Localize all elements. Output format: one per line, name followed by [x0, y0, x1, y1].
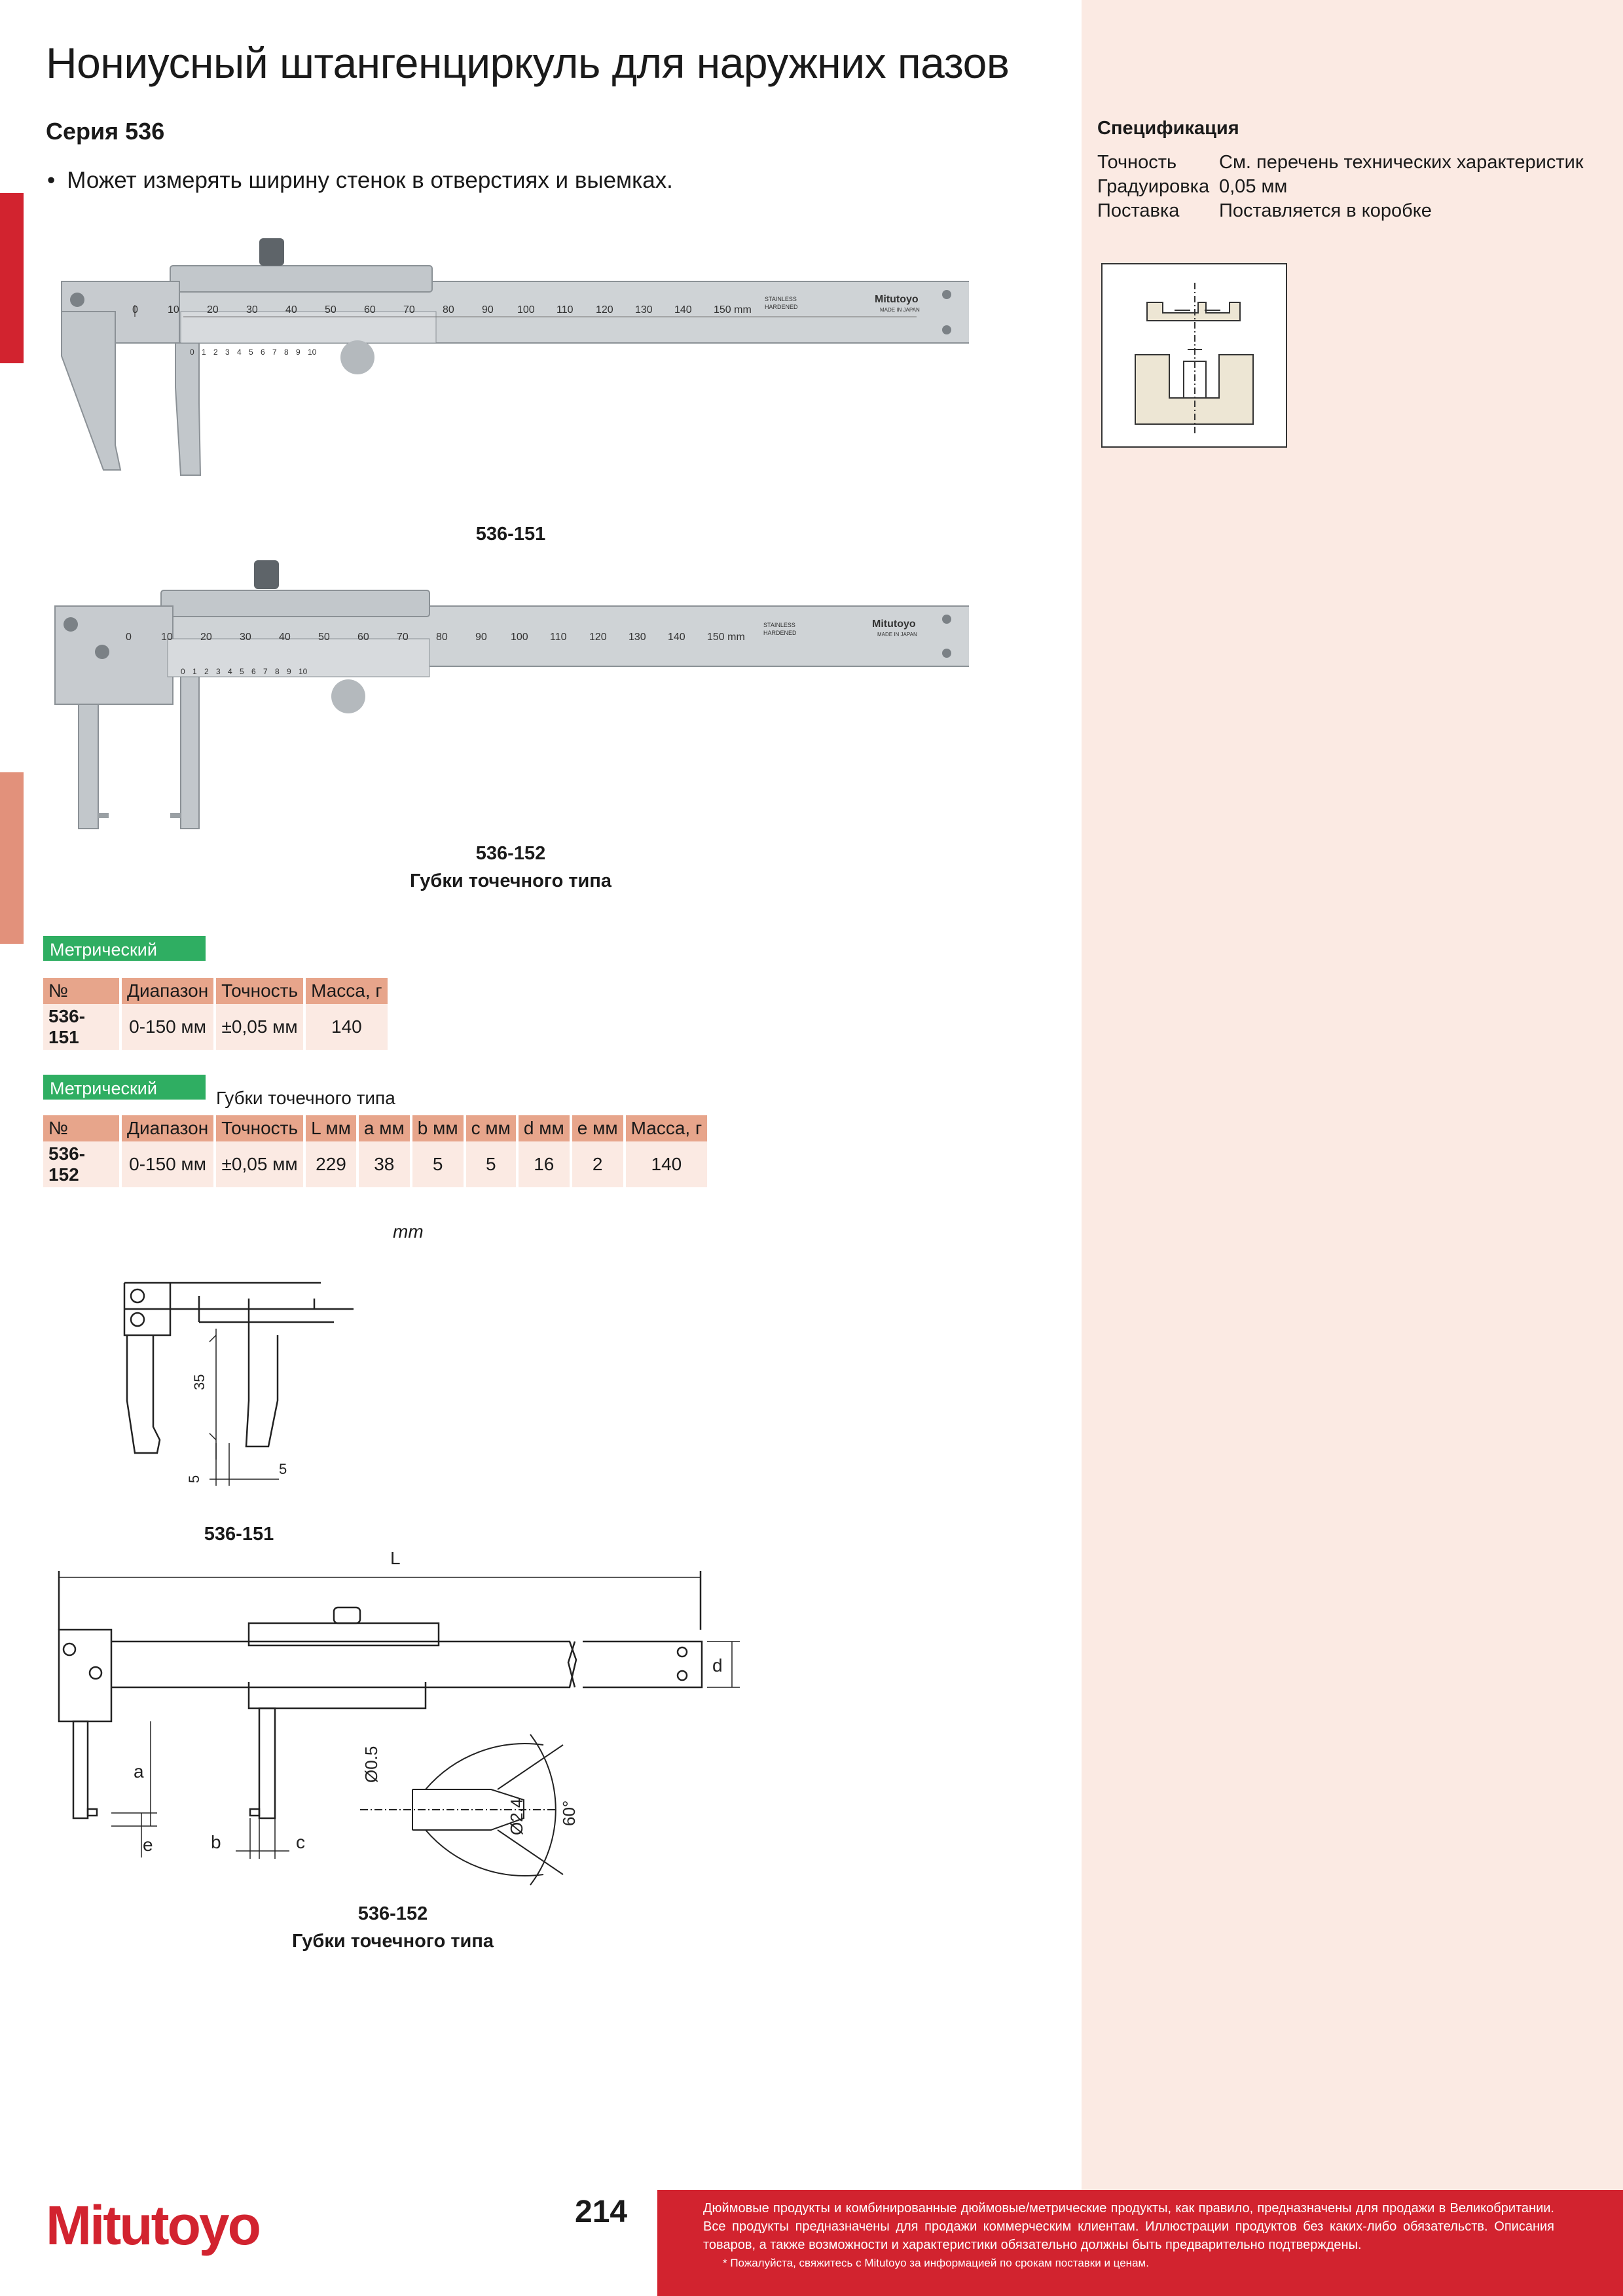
dim-tip-d2: Ø2.4 [507, 1798, 526, 1835]
svg-text:9: 9 [296, 348, 301, 357]
dim-a: a [134, 1761, 144, 1782]
table-row [43, 1141, 707, 1187]
svg-text:70: 70 [403, 304, 415, 315]
svg-text:100: 100 [511, 632, 528, 643]
measurement-schematic [1101, 263, 1287, 448]
svg-text:80: 80 [443, 304, 454, 315]
table-header-row [43, 1115, 707, 1141]
svg-text:80: 80 [436, 632, 448, 643]
svg-text:50: 50 [318, 632, 330, 643]
unit-label: mm [393, 1221, 424, 1242]
svg-text:130: 130 [629, 632, 646, 643]
svg-text:5: 5 [249, 348, 253, 357]
svg-text:10: 10 [161, 632, 173, 643]
svg-text:130: 130 [635, 304, 653, 315]
spec-row [1097, 200, 1584, 224]
made-in-label: MADE IN JAPAN [880, 307, 920, 313]
svg-text:3: 3 [225, 348, 230, 357]
svg-text:20: 20 [207, 304, 219, 315]
svg-text:120: 120 [596, 304, 613, 315]
svg-text:120: 120 [589, 632, 607, 643]
svg-text:60: 60 [364, 304, 376, 315]
col-header: Масса, г [626, 1115, 708, 1141]
col-header: b мм [412, 1115, 464, 1141]
spec-table [1097, 152, 1584, 224]
svg-text:0: 0 [132, 304, 138, 315]
cell: 16 [519, 1141, 570, 1187]
spec-label: Градуировка [1097, 176, 1210, 197]
cell: 536-152 [43, 1141, 119, 1187]
drawing-536-152 [46, 1545, 766, 1911]
col-header: № [43, 1115, 119, 1141]
svg-text:140: 140 [668, 632, 685, 643]
metric-badge: Метрический [43, 936, 206, 961]
photo-caption-536-152: 536-152 [475, 843, 546, 864]
svg-text:1: 1 [192, 667, 197, 676]
cell: 5 [466, 1141, 516, 1187]
metric-badge: Метрический [43, 1075, 206, 1100]
cell: 229 [306, 1141, 356, 1187]
cell: 38 [359, 1141, 410, 1187]
cell: 140 [626, 1141, 708, 1187]
svg-text:10: 10 [299, 667, 308, 676]
svg-text:10: 10 [168, 304, 179, 315]
svg-text:30: 30 [246, 304, 258, 315]
svg-text:1: 1 [202, 348, 206, 357]
col-header: d мм [519, 1115, 570, 1141]
dim-tip-d1: Ø0.5 [361, 1746, 381, 1783]
cell: 2 [572, 1141, 623, 1187]
svg-text:90: 90 [475, 632, 487, 643]
table-note: Губки точечного типа [216, 1088, 395, 1108]
cell: ±0,05 мм [216, 1004, 303, 1050]
photo-caption-536-151: 536-151 [475, 524, 546, 545]
material-line-2: HARDENED [763, 630, 797, 636]
svg-text:110: 110 [556, 304, 574, 315]
svg-text:9: 9 [287, 667, 291, 676]
material-line-2: HARDENED [765, 304, 798, 310]
svg-text:2: 2 [204, 667, 209, 676]
col-header: Точность [216, 1115, 303, 1141]
svg-text:150 mm: 150 mm [714, 304, 752, 315]
svg-text:0: 0 [190, 348, 194, 357]
table-header-row [43, 978, 388, 1004]
svg-text:50: 50 [325, 304, 337, 315]
svg-text:4: 4 [237, 348, 242, 357]
dim-35: 35 [191, 1374, 208, 1390]
spec-heading: Спецификация [1097, 118, 1239, 139]
col-header: Точность [216, 978, 303, 1004]
svg-text:6: 6 [261, 348, 265, 357]
svg-text:40: 40 [279, 632, 291, 643]
vernier-numbers [190, 348, 317, 357]
svg-text:100: 100 [517, 304, 535, 315]
svg-text:20: 20 [200, 632, 212, 643]
spec-label: Точность [1097, 152, 1177, 173]
drawing-subcaption-536-152: Губки точечного типа [291, 1931, 494, 1952]
col-header: a мм [359, 1115, 410, 1141]
col-header: c мм [466, 1115, 516, 1141]
material-line-1: STAINLESS [765, 296, 797, 302]
brand-logo-small: Mitutoyo [872, 619, 916, 630]
photo-subcaption-536-152: Губки точечного типа [409, 870, 612, 891]
page-title: Нониусный штангенциркуль для наружних пазов [46, 39, 1010, 87]
caliper-photo-536-152 [52, 554, 969, 835]
svg-text:7: 7 [272, 348, 277, 357]
svg-text:0: 0 [126, 632, 132, 643]
spec-table-536-151 [41, 978, 390, 1050]
section-tab-pink [0, 772, 24, 944]
page-number: 214 [575, 2195, 628, 2229]
footer-note: * Пожалуйста, свяжитесь с Mitutoyo за информацией по срокам поставки и ценам. [723, 2257, 1149, 2269]
made-in-label: MADE IN JAPAN [877, 632, 917, 637]
col-header: № [43, 978, 119, 1004]
svg-text:140: 140 [674, 304, 692, 315]
svg-text:90: 90 [482, 304, 494, 315]
spec-value: 0,05 мм [1219, 176, 1288, 197]
cell: 0-150 мм [122, 1141, 213, 1187]
col-header: L мм [306, 1115, 356, 1141]
svg-text:70: 70 [397, 632, 409, 643]
brand-logo-small: Mitutoyo [875, 294, 919, 305]
cell: 5 [412, 1141, 464, 1187]
svg-text:0: 0 [181, 667, 185, 676]
dim-d: d [712, 1655, 723, 1676]
section-tab-red [0, 193, 24, 363]
col-header: Диапазон [122, 1115, 213, 1141]
series-label: Серия 536 [46, 118, 165, 145]
drawing-caption-536-152: 536-152 [357, 1903, 428, 1924]
col-header: e мм [572, 1115, 623, 1141]
col-header: Диапазон [122, 978, 213, 1004]
svg-text:30: 30 [240, 632, 251, 643]
dim-5-left: 5 [186, 1475, 202, 1483]
feature-bullet: • Может измерять ширину стенок в отверстиях и выемках. [47, 168, 673, 193]
cell: ±0,05 мм [216, 1141, 303, 1187]
dim-e: e [143, 1835, 153, 1855]
dim-angle: 60° [559, 1800, 579, 1826]
svg-text:40: 40 [285, 304, 297, 315]
spec-value: См. перечень технических характеристик [1219, 152, 1584, 173]
svg-text:2: 2 [213, 348, 218, 357]
dim-5-right: 5 [279, 1461, 287, 1477]
spec-row [1097, 152, 1584, 176]
svg-text:5: 5 [240, 667, 244, 676]
svg-text:110: 110 [550, 632, 567, 643]
spec-label: Поставка [1097, 200, 1180, 221]
dim-L: L [390, 1548, 401, 1568]
caliper-photo-536-151 [52, 226, 969, 495]
svg-text:4: 4 [228, 667, 232, 676]
drawing-caption-536-151: 536-151 [204, 1524, 274, 1545]
cell: 140 [306, 1004, 388, 1050]
footer-disclaimer: Дюймовые продукты и комбинированные дюймовые/метрические продукты, как правило, предназначены для продажи в Великобритании. Все продукты предназначены для продажи коммерческим клиентам. Иллюстрации продуктов без каких-либо обязательств. Описания товаров, а также возможности и характеристики обязательно должны быть предварительно подтверждены. [703, 2201, 1554, 2252]
material-line-1: STAINLESS [763, 622, 795, 628]
svg-text:150 mm: 150 mm [707, 632, 745, 643]
spec-table-536-152 [41, 1115, 710, 1187]
dim-c: c [296, 1832, 305, 1852]
cell: 0-150 мм [122, 1004, 213, 1050]
col-header: Масса, г [306, 978, 388, 1004]
svg-text:3: 3 [216, 667, 221, 676]
feature-text: Может измерять ширину стенок в отверстиях и выемках. [67, 168, 673, 193]
mitutoyo-logo: Mitutoyo [46, 2195, 259, 2256]
svg-text:7: 7 [263, 667, 268, 676]
spec-row [1097, 176, 1584, 200]
svg-text:60: 60 [357, 632, 369, 643]
svg-text:8: 8 [275, 667, 280, 676]
footer-text-block [703, 2199, 1554, 2272]
svg-text:8: 8 [284, 348, 289, 357]
drawing-536-151 [118, 1270, 354, 1492]
cell: 536-151 [43, 1004, 119, 1050]
table-row [43, 1004, 388, 1050]
svg-text:10: 10 [308, 348, 317, 357]
svg-text:6: 6 [251, 667, 256, 676]
spec-value: Поставляется в коробке [1219, 200, 1432, 221]
dim-b: b [211, 1832, 221, 1852]
